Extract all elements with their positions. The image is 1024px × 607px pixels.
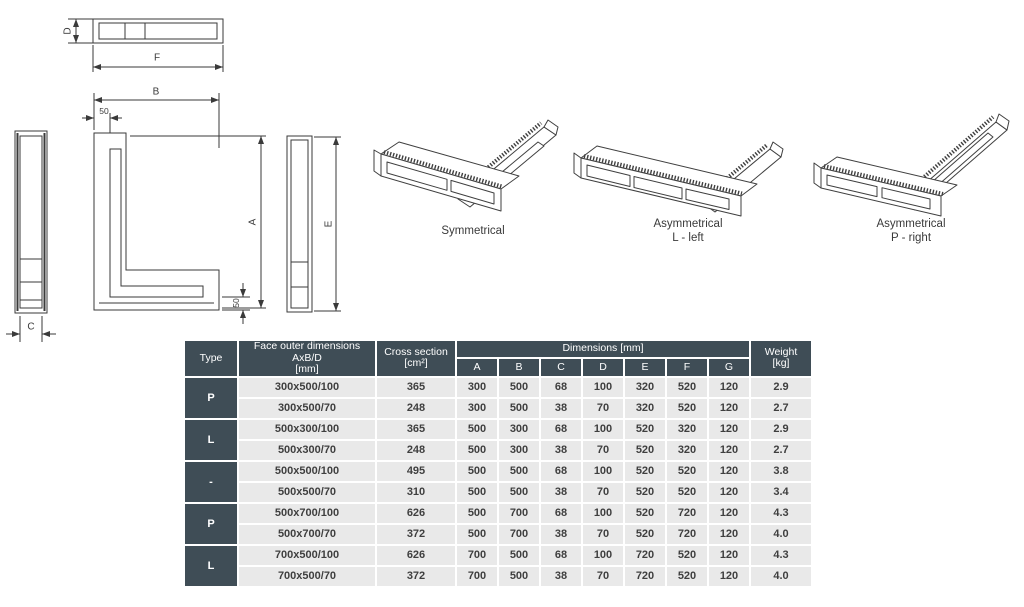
dimension-cell: 320 bbox=[667, 441, 707, 460]
cross-section-cell: 626 bbox=[377, 504, 455, 523]
dimension-cell: 100 bbox=[583, 420, 623, 439]
dimension-cell: 520 bbox=[667, 567, 707, 586]
weight-cell: 4.3 bbox=[751, 546, 811, 565]
face-dimension-cell: 300x500/100 bbox=[239, 378, 375, 397]
table-row bbox=[185, 378, 811, 397]
cross-section-cell: 365 bbox=[377, 378, 455, 397]
dimension-cell: 520 bbox=[625, 504, 665, 523]
cross-section-cell: 248 bbox=[377, 399, 455, 418]
face-dimensions-column-header bbox=[239, 341, 375, 376]
cross-section-cell: 372 bbox=[377, 525, 455, 544]
dimensions-column-header: Dimensions [mm] bbox=[457, 341, 749, 357]
dimension-cell: 500 bbox=[499, 378, 539, 397]
table-row bbox=[185, 567, 811, 586]
face-dimension-cell: 700x500/70 bbox=[239, 567, 375, 586]
cross-section-cell: 626 bbox=[377, 546, 455, 565]
dimension-cell: 320 bbox=[667, 420, 707, 439]
dimension-cell: 100 bbox=[583, 378, 623, 397]
dimension-cell: 120 bbox=[709, 462, 749, 481]
dim-label-c: C bbox=[27, 321, 35, 333]
face-dimension-cell: 500x300/70 bbox=[239, 441, 375, 460]
asymmetrical-l-view-drawing bbox=[574, 142, 783, 216]
dimension-cell: 320 bbox=[625, 378, 665, 397]
dim-col-header: F bbox=[667, 359, 707, 375]
dimension-cell: 500 bbox=[499, 546, 539, 565]
dimension-cell: 68 bbox=[541, 504, 581, 523]
dimension-cell: 500 bbox=[457, 483, 497, 502]
dimension-cell: 300 bbox=[457, 399, 497, 418]
dimension-cell: 120 bbox=[709, 441, 749, 460]
table-row bbox=[185, 399, 811, 418]
dimension-cell: 520 bbox=[667, 378, 707, 397]
dimension-cell: 300 bbox=[499, 441, 539, 460]
table-row bbox=[185, 462, 811, 481]
dimension-cell: 520 bbox=[625, 525, 665, 544]
cross-section-cell: 310 bbox=[377, 483, 455, 502]
dimension-cell: 700 bbox=[457, 567, 497, 586]
type-cell: - bbox=[185, 462, 237, 502]
caption-line1: Symmetrical bbox=[441, 225, 505, 237]
dimension-cell: 300 bbox=[499, 420, 539, 439]
dimension-cell: 100 bbox=[583, 504, 623, 523]
spec-table-body bbox=[185, 378, 811, 586]
caption-asymmetrical-p bbox=[876, 218, 945, 245]
cross-section-column-header bbox=[377, 341, 455, 376]
type-cell: P bbox=[185, 378, 237, 418]
weight-cell: 4.3 bbox=[751, 504, 811, 523]
dimension-cell: 500 bbox=[457, 420, 497, 439]
asymmetrical-p-view-drawing bbox=[814, 114, 1009, 216]
dimension-cell: 70 bbox=[583, 525, 623, 544]
dimension-cell: 700 bbox=[499, 525, 539, 544]
dim-col-header: G bbox=[709, 359, 749, 375]
cross-section-cell: 495 bbox=[377, 462, 455, 481]
dimension-cell: 68 bbox=[541, 546, 581, 565]
dim-col-header: B bbox=[499, 359, 539, 375]
caption-symmetrical bbox=[441, 225, 504, 239]
dimension-cell: 500 bbox=[457, 441, 497, 460]
header-line: Face outer dimensions AxB/D bbox=[253, 340, 361, 364]
caption-line2: L - left bbox=[672, 231, 704, 244]
caption-line1: Asymmetrical bbox=[876, 218, 946, 230]
type-cell: P bbox=[185, 504, 237, 544]
dimension-cell: 500 bbox=[457, 504, 497, 523]
caption-line1: Asymmetrical bbox=[653, 218, 723, 230]
cross-section-cell: 248 bbox=[377, 441, 455, 460]
dim-label-50-bottom: 50 bbox=[231, 298, 241, 308]
front-view-drawing bbox=[82, 93, 266, 324]
dimension-cell: 500 bbox=[499, 399, 539, 418]
type-cell: L bbox=[185, 420, 237, 460]
face-dimension-cell: 700x500/100 bbox=[239, 546, 375, 565]
dim-label-b: B bbox=[152, 86, 160, 98]
header-line: [cm²] bbox=[404, 357, 428, 370]
face-dimension-cell: 500x700/100 bbox=[239, 504, 375, 523]
dimension-cell: 500 bbox=[457, 525, 497, 544]
dimension-cell: 38 bbox=[541, 525, 581, 544]
dimension-cell: 720 bbox=[667, 525, 707, 544]
dimension-cell: 68 bbox=[541, 378, 581, 397]
dimension-cell: 500 bbox=[499, 483, 539, 502]
dim-col-header: D bbox=[583, 359, 623, 375]
dimension-cell: 520 bbox=[667, 399, 707, 418]
dimension-cell: 68 bbox=[541, 462, 581, 481]
dimension-cell: 500 bbox=[457, 462, 497, 481]
dimension-cell: 38 bbox=[541, 441, 581, 460]
dimension-cell: 500 bbox=[499, 567, 539, 586]
dimension-cell: 520 bbox=[625, 462, 665, 481]
weight-cell: 3.8 bbox=[751, 462, 811, 481]
table-row bbox=[185, 525, 811, 544]
isometric-views bbox=[374, 114, 1009, 216]
dimension-cell: 120 bbox=[709, 525, 749, 544]
dimension-cell: 120 bbox=[709, 567, 749, 586]
face-dimension-cell: 500x500/100 bbox=[239, 462, 375, 481]
dim-label-d: D bbox=[62, 27, 74, 35]
table-row bbox=[185, 546, 811, 565]
dimension-cell: 68 bbox=[541, 420, 581, 439]
table-row bbox=[185, 483, 811, 502]
dimension-cell: 100 bbox=[583, 546, 623, 565]
weight-cell: 2.7 bbox=[751, 441, 811, 460]
dimension-cell: 120 bbox=[709, 399, 749, 418]
dimension-cell: 520 bbox=[625, 420, 665, 439]
dimension-cell: 70 bbox=[583, 399, 623, 418]
dimension-cell: 120 bbox=[709, 504, 749, 523]
dimension-cell: 320 bbox=[625, 399, 665, 418]
top-view-drawing bbox=[68, 19, 223, 72]
caption-line2: P - right bbox=[890, 231, 932, 244]
weight-column-header bbox=[751, 341, 811, 376]
header-line: Weight bbox=[764, 345, 798, 358]
weight-cell: 2.7 bbox=[751, 399, 811, 418]
dimension-cell: 520 bbox=[667, 483, 707, 502]
dim-label-e: E bbox=[323, 220, 335, 228]
dimension-cell: 120 bbox=[709, 546, 749, 565]
caption-asymmetrical-l bbox=[653, 218, 722, 245]
weight-cell: 2.9 bbox=[751, 420, 811, 439]
dimension-cell: 120 bbox=[709, 378, 749, 397]
dimension-cell: 720 bbox=[625, 567, 665, 586]
dimension-cell: 70 bbox=[583, 567, 623, 586]
side-view-left-drawing bbox=[6, 131, 56, 342]
dimension-cell: 120 bbox=[709, 420, 749, 439]
symmetrical-view-drawing bbox=[374, 120, 558, 211]
dimension-cell: 720 bbox=[625, 546, 665, 565]
face-dimension-cell: 500x700/70 bbox=[239, 525, 375, 544]
header-line: [mm] bbox=[295, 363, 319, 375]
dimension-cell: 700 bbox=[457, 546, 497, 565]
face-dimension-cell: 500x300/100 bbox=[239, 420, 375, 439]
dimension-cell: 700 bbox=[499, 504, 539, 523]
table-row bbox=[185, 504, 811, 523]
face-dimension-cell: 300x500/70 bbox=[239, 399, 375, 418]
dimension-cell: 120 bbox=[709, 483, 749, 502]
dimension-cell: 100 bbox=[583, 462, 623, 481]
dim-col-header: C bbox=[541, 359, 581, 375]
dimension-cell: 520 bbox=[625, 483, 665, 502]
dimension-cell: 38 bbox=[541, 483, 581, 502]
header-line: Cross section bbox=[384, 345, 448, 358]
dim-label-a: A bbox=[247, 218, 259, 226]
dim-col-header: E bbox=[625, 359, 665, 375]
table-row bbox=[185, 441, 811, 460]
dim-label-50-top: 50 bbox=[99, 106, 109, 116]
dimension-cell: 38 bbox=[541, 567, 581, 586]
dim-label-f: F bbox=[153, 52, 161, 64]
dimension-cell: 70 bbox=[583, 483, 623, 502]
dimension-cell: 520 bbox=[667, 546, 707, 565]
dimension-cell: 70 bbox=[583, 441, 623, 460]
header-line: [kg] bbox=[772, 357, 790, 370]
dimension-cell: 38 bbox=[541, 399, 581, 418]
dim-col-header: A bbox=[457, 359, 497, 375]
cross-section-cell: 365 bbox=[377, 420, 455, 439]
dimension-cell: 300 bbox=[457, 378, 497, 397]
weight-cell: 2.9 bbox=[751, 378, 811, 397]
dimension-cell: 520 bbox=[625, 441, 665, 460]
face-dimension-cell: 500x500/70 bbox=[239, 483, 375, 502]
cross-section-cell: 372 bbox=[377, 567, 455, 586]
table-row bbox=[185, 420, 811, 439]
dimension-cell: 520 bbox=[667, 462, 707, 481]
weight-cell: 4.0 bbox=[751, 525, 811, 544]
dimension-cell: 720 bbox=[667, 504, 707, 523]
type-cell: L bbox=[185, 546, 237, 586]
weight-cell: 4.0 bbox=[751, 567, 811, 586]
table-header-row-1 bbox=[185, 341, 811, 357]
dimension-cell: 500 bbox=[499, 462, 539, 481]
weight-cell: 3.4 bbox=[751, 483, 811, 502]
spec-table bbox=[183, 339, 813, 588]
type-column-header: Type bbox=[185, 341, 237, 376]
